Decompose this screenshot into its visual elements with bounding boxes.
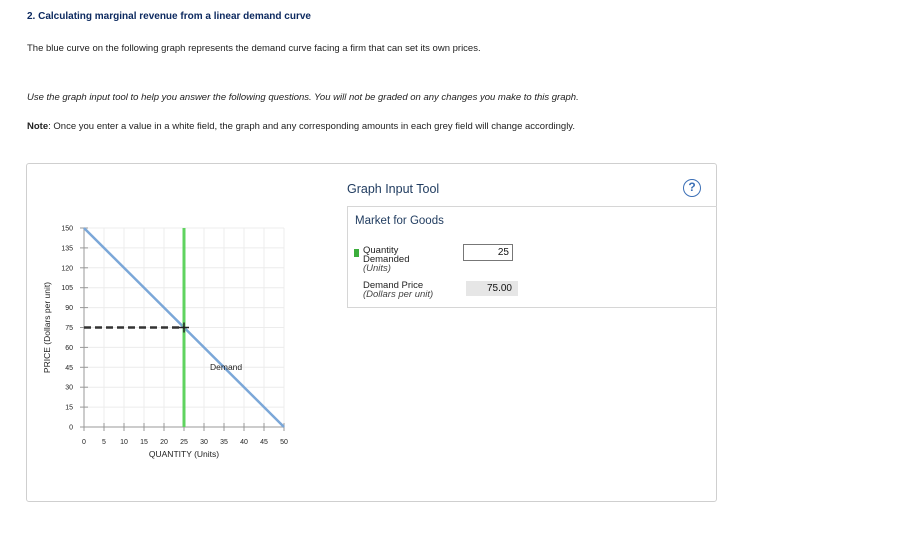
y-tick-label: 15 [65, 404, 73, 412]
x-tick-label: 40 [240, 439, 248, 446]
note-label: Note [27, 121, 49, 132]
graph-input-tool-title: Graph Input Tool [347, 182, 440, 196]
x-tick-label: 25 [180, 439, 188, 446]
question-title: 2. Calculating marginal revenue from a linear demand curve [27, 11, 311, 22]
y-tick-label: 90 [65, 305, 73, 313]
y-tick-label: 105 [61, 285, 73, 293]
demand-graph[interactable] [27, 164, 327, 501]
price-label: Demand Price (Dollars per unit) [363, 280, 434, 300]
quantity-demanded-input[interactable]: 25 [463, 244, 513, 261]
x-tick-label: 50 [280, 439, 288, 446]
y-tick-label: 0 [69, 424, 73, 432]
graph-input-tool [347, 206, 717, 308]
y-tick-label: 30 [65, 384, 73, 392]
x-tick-label: 15 [140, 439, 148, 446]
y-tick-label: 75 [65, 325, 73, 332]
y-tick-label: 135 [61, 245, 73, 253]
x-axis-label: QUANTITY (Units) [148, 449, 220, 459]
demand-curve-label: Demand [210, 361, 243, 372]
y-tick-label: 45 [65, 364, 73, 372]
help-icon[interactable]: ? [683, 179, 701, 197]
note-body: : Once you enter a value in a white field, the graph and any corresponding amounts in each grey field will change accordingly. [48, 121, 575, 132]
x-tick-label: 45 [260, 439, 268, 446]
quantity-label: Quantity Demanded (Units) [363, 245, 410, 274]
instruction-text: Use the graph input tool to help you answer the following questions. You will not be graded on any changes you make to this graph. [27, 92, 579, 103]
y-tick-label: 120 [61, 265, 73, 273]
x-tick-label: 0 [82, 439, 86, 446]
y-axis-label: PRICE (Dollars per unit) [42, 281, 52, 374]
market-subtitle: Market for Goods [355, 215, 444, 227]
x-tick-label: 10 [120, 439, 128, 446]
x-tick-label: 35 [220, 439, 228, 446]
x-tick-label: 5 [102, 439, 106, 446]
quantity-color-marker [354, 249, 359, 257]
question-intro: The blue curve on the following graph represents the demand curve facing a firm that can set its own prices. [27, 43, 481, 54]
y-tick-label: 150 [61, 225, 73, 233]
graph-panel [26, 163, 717, 502]
note-text [27, 121, 575, 132]
y-tick-label: 60 [65, 344, 73, 352]
x-tick-label: 20 [160, 439, 168, 446]
demand-price-value: 75.00 [466, 281, 518, 296]
x-tick-label: 30 [200, 439, 208, 446]
